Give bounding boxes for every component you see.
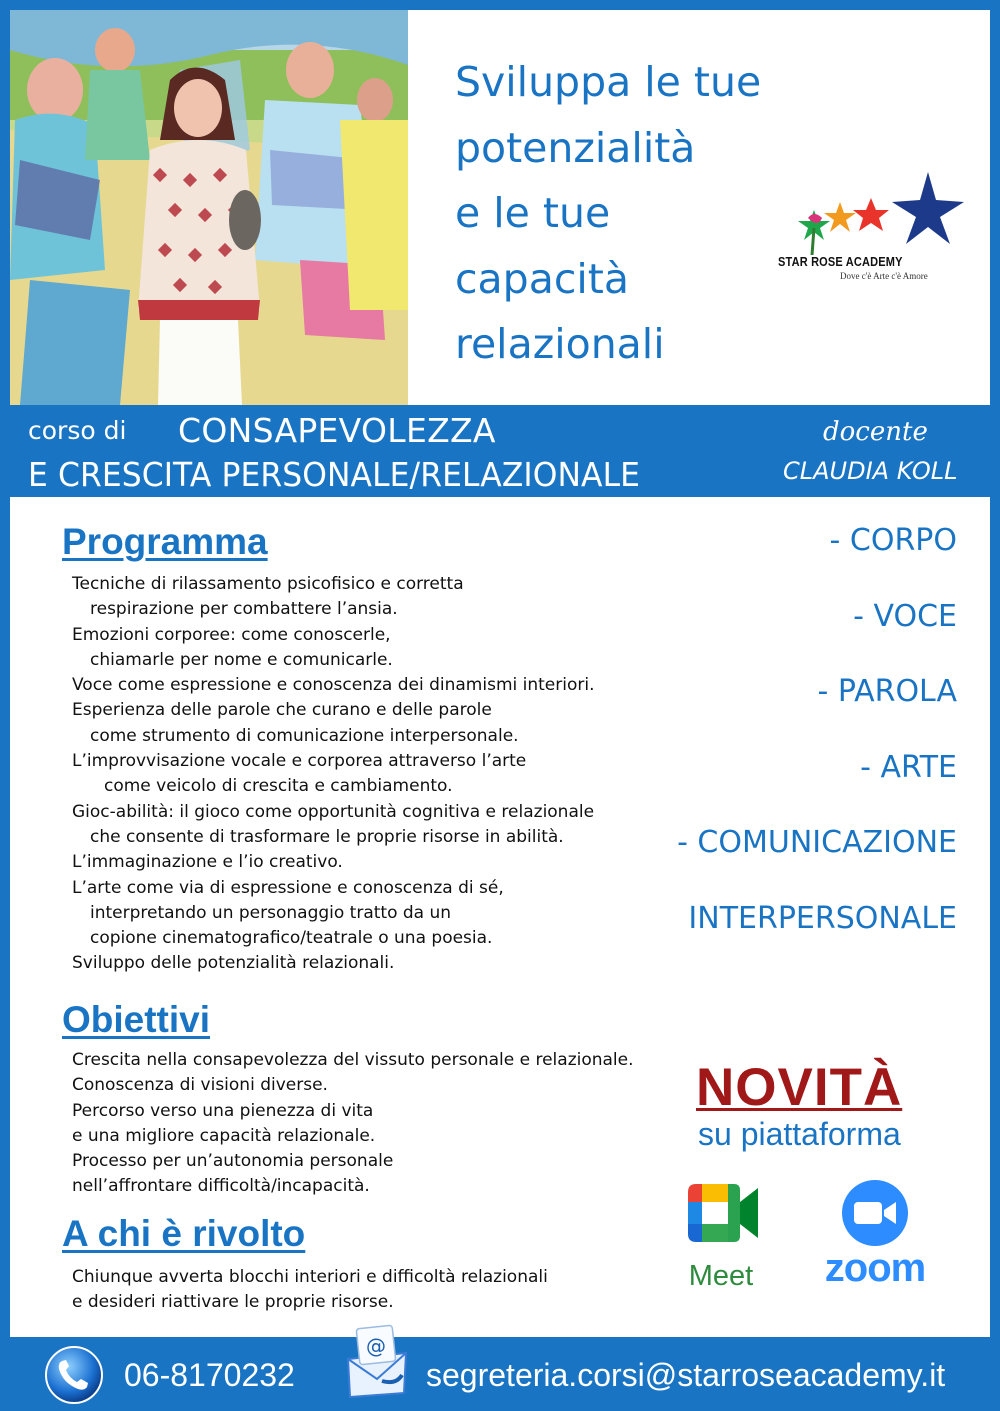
- programma-line: Gioc-abilità: il gioco come opportunità cognitiva e relazionale: [72, 801, 595, 822]
- obiettivi-line: nell’affrontare difficoltà/incapacità.: [72, 1176, 370, 1197]
- programma-line: come strumento di comunicazione interpersonale.: [90, 725, 519, 746]
- star-rose-academy-logo: [778, 170, 978, 280]
- zoom-camera-icon: [814, 1180, 936, 1246]
- programma-list: [72, 572, 594, 977]
- teacher-photo: [10, 10, 408, 405]
- logo-tagline: Dove c'è Arte c'è Amore: [840, 271, 928, 281]
- programma-line: Emozioni corporee: come conoscerle,: [72, 624, 391, 645]
- novita-label: NOVITÀ: [696, 1058, 903, 1117]
- email-icon[interactable]: [342, 1319, 412, 1399]
- programma-line: respirazione per combattere l’ansia.: [90, 599, 398, 620]
- keywords-list: [677, 523, 957, 976]
- headline-line: e le tue: [455, 189, 611, 237]
- google-meet-badge[interactable]: [682, 1180, 772, 1290]
- keyword-item: - ARTE: [860, 749, 957, 785]
- keyword-item: - PAROLA: [817, 674, 957, 709]
- rivolto-heading: A chi è rivolto: [62, 1213, 306, 1254]
- obiettivi-line: Crescita nella consapevolezza del vissuto personale e relazionale.: [72, 1050, 634, 1070]
- obiettivi-line: e una migliore capacità relazionale.: [72, 1125, 376, 1146]
- programma-line: L’immaginazione e l’io creativo.: [72, 852, 343, 873]
- contact-footer: [0, 1334, 1000, 1411]
- headline-line: Sviluppa le tue: [455, 58, 762, 106]
- novita-subtitle: su piattaforma: [698, 1116, 901, 1152]
- zoom-label: zoom: [824, 1246, 926, 1290]
- course-title-line1: CONSAPEVOLEZZA: [178, 411, 496, 450]
- rivolto-line: Chiunque avverta blocchi interiori e difficoltà relazionali: [72, 1267, 548, 1287]
- programma-line: Voce come espressione e conoscenza dei dinamismi interiori.: [72, 675, 595, 696]
- course-band: [0, 405, 1000, 497]
- rivolto-line: e desideri riattivare le proprie risorse.: [72, 1292, 394, 1313]
- headline: [455, 50, 795, 378]
- programma-line: chiamarle per nome e comunicarle.: [90, 649, 393, 670]
- svg-text:@: @: [366, 1334, 386, 1358]
- google-meet-icon: [682, 1180, 762, 1246]
- obiettivi-list: [72, 1048, 634, 1200]
- headline-line: potenzialità: [455, 123, 696, 172]
- obiettivi-line: Percorso verso una pienezza di vita: [72, 1100, 374, 1121]
- headline-line: capacità: [455, 254, 629, 303]
- headline-line: relazionali: [455, 320, 665, 368]
- programma-line: copione cinematografico/teatrale o una poesia.: [90, 928, 493, 949]
- logo-name: STAR ROSE ACADEMY: [778, 255, 903, 269]
- course-prefix: corso di: [28, 416, 127, 445]
- obiettivi-line: Conoscenza di visioni diverse.: [72, 1075, 328, 1096]
- zoom-badge[interactable]: [814, 1180, 934, 1290]
- content-panel: [10, 497, 990, 1337]
- programma-line: che consente di trasformare le proprie risorse in abilità.: [90, 826, 564, 847]
- logo-stars-icon: [778, 170, 978, 255]
- programma-line: Tecniche di rilassamento psicofisico e corretta: [72, 574, 464, 594]
- programma-line: Esperienza delle parole che curano e delle parole: [72, 700, 492, 721]
- keyword-item: INTERPERSONALE: [688, 900, 957, 936]
- email-address[interactable]: segreteria.corsi@starroseacademy.it: [426, 1357, 946, 1393]
- programma-line: L’improvvisazione vocale e corporea attraverso l’arte: [72, 751, 527, 772]
- keyword-item: - VOCE: [853, 598, 957, 634]
- programma-line: L’arte come via di espressione e conoscenza di sé,: [72, 877, 504, 898]
- programma-line: interpretando un personaggio tratto da un: [90, 902, 452, 923]
- programma-heading: Programma: [62, 521, 268, 562]
- meet-label: Meet: [688, 1260, 754, 1292]
- header-panel: [10, 10, 990, 405]
- teacher-name: CLAUDIA KOLL: [783, 457, 958, 485]
- phone-icon[interactable]: [42, 1345, 106, 1405]
- course-title-line2: E CRESCITA PERSONALE/RELAZIONALE: [28, 455, 641, 494]
- keyword-item: - COMUNICAZIONE: [677, 825, 957, 860]
- rivolto-list: [72, 1265, 548, 1316]
- programma-line: come veicolo di crescita e cambiamento.: [104, 776, 453, 797]
- obiettivi-heading: Obiettivi: [62, 999, 211, 1040]
- obiettivi-line: Processo per un’autonomia personale: [72, 1151, 394, 1172]
- programma-line: Sviluppo delle potenzialità relazionali.: [72, 953, 395, 974]
- teacher-label: docente: [823, 417, 928, 447]
- phone-number[interactable]: 06-8170232: [124, 1357, 295, 1393]
- keyword-item: - CORPO: [829, 523, 957, 558]
